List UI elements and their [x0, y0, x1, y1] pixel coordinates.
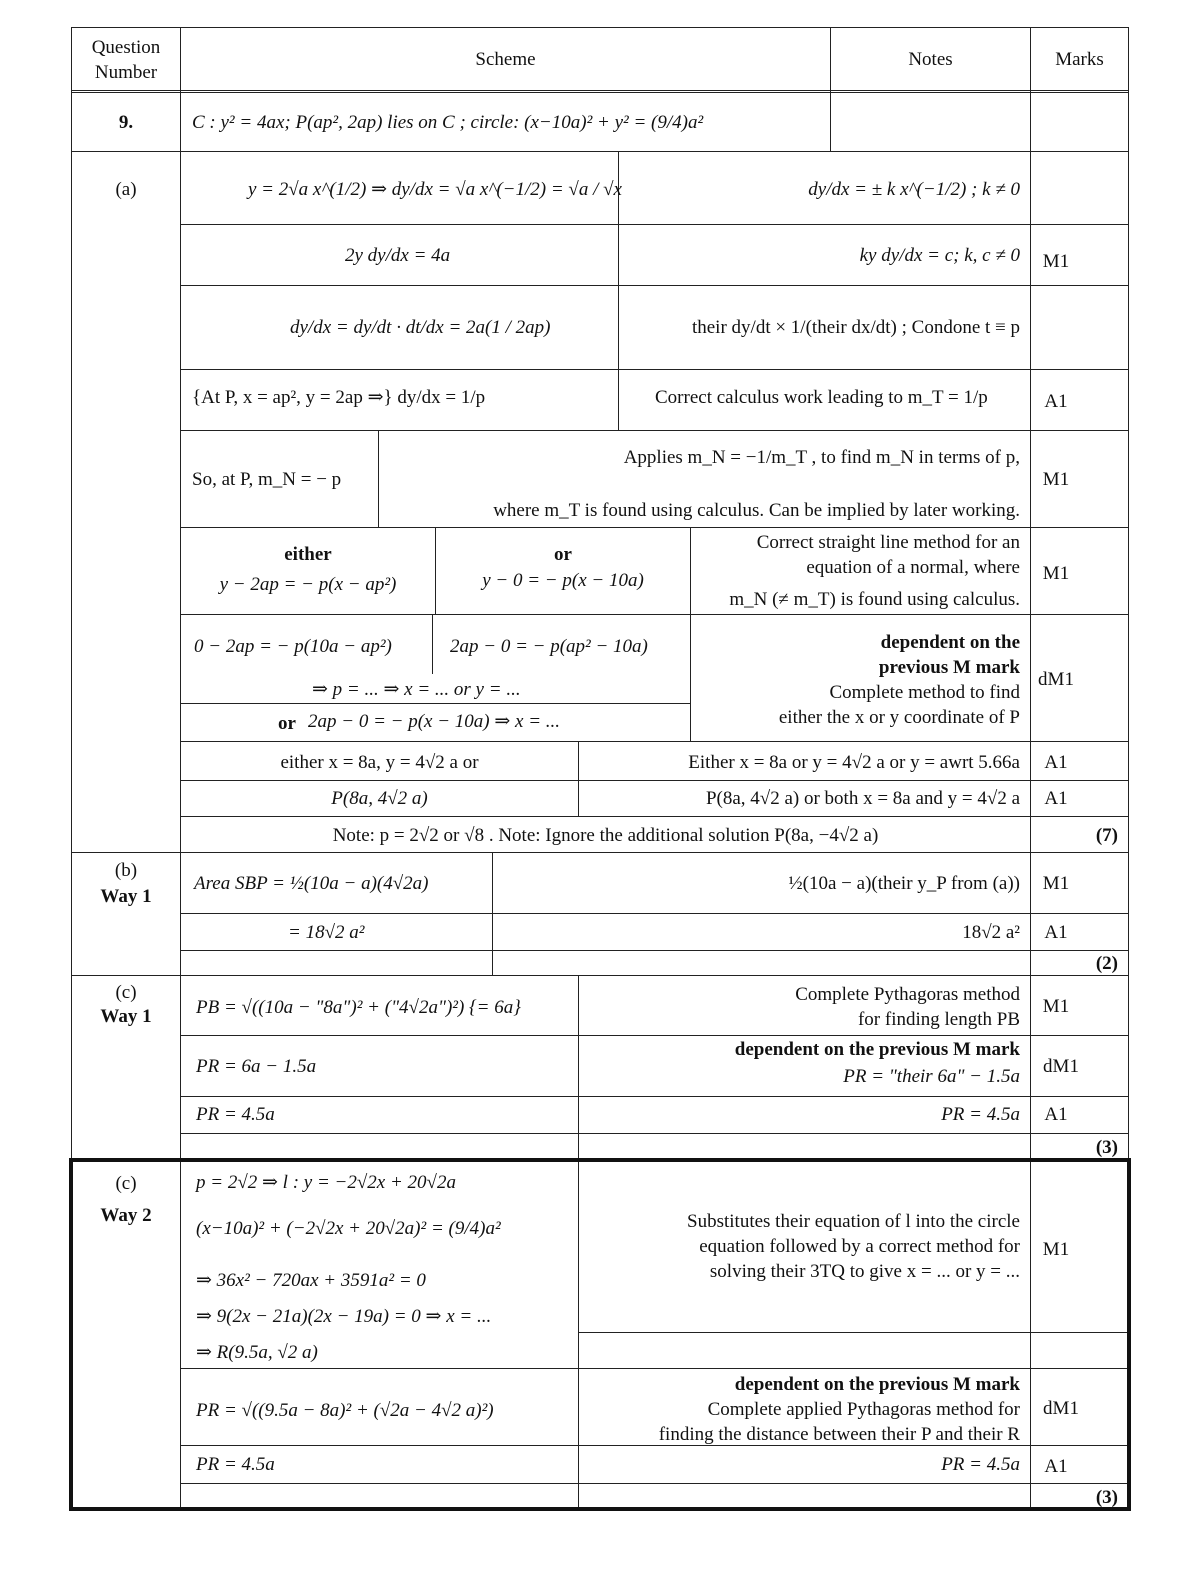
c1-r2-mark: dM1	[1043, 1056, 1079, 1077]
a-r9-mark: A1	[1044, 788, 1068, 809]
a-r3-scheme: dy/dx = dy/dt · dt/dx = 2a(1 / 2ap)	[290, 317, 551, 338]
a-r6-or: or	[554, 544, 572, 565]
a-note-row: Note: p = 2√2 or √8 . Note: Ignore the additional solution P(8a, −4√2 a)	[332, 825, 879, 846]
b-r1-note: ½(10a − a)(their y_P from (a))	[788, 873, 1020, 894]
header-question-number: Question Number	[91, 37, 161, 83]
c1-r1-mark: M1	[1042, 996, 1070, 1017]
a-r7-note-l1: dependent on the	[880, 632, 1020, 653]
c2-r3-mark: A1	[1044, 1456, 1068, 1477]
a-r7-eq1: 0 − 2ap = − p(10a − ap²)	[194, 636, 392, 657]
a-r3-note: their dy/dt × 1/(their dx/dt) ; Condone t ≡ p	[691, 317, 1020, 338]
c2-r1-note-l1: Substitutes their equation of l into the circle	[687, 1211, 1020, 1232]
a-r2-note: ky dy/dx = c; k, c ≠ 0	[859, 245, 1020, 266]
a-r2-mark: M1	[1042, 251, 1070, 272]
a-r9-scheme: P(8a, 4√2 a)	[331, 788, 428, 809]
c2-step-3: ⇒ 36x² − 720ax + 3591a² = 0	[196, 1270, 426, 1291]
c1-r1-note-l1: Complete Pythagoras method	[795, 984, 1020, 1005]
part-b-way: Way 1	[100, 886, 152, 907]
a-r7-note-l3: Complete method to find	[829, 682, 1020, 703]
a-r8-scheme: either x = 8a, y = 4√2 a or	[280, 752, 479, 773]
a-r7-eq2: 2ap − 0 = − p(ap² − 10a)	[450, 636, 648, 657]
header-marks: Marks	[1055, 49, 1104, 70]
part-a-label: (a)	[115, 179, 137, 200]
b-total: (2)	[1095, 953, 1118, 974]
question-given: C : y² = 4ax; P(ap², 2ap) lies on C ; circle: (x−10a)² + y² = (9/4)a²	[192, 112, 704, 133]
a-r5-scheme: So, at P, m_N = − p	[192, 469, 342, 490]
c2-r1-mark: M1	[1042, 1239, 1070, 1260]
a-r4-scheme: {At P, x = ap², y = 2ap ⇒} dy/dx = 1/p	[192, 387, 486, 408]
a-r6-note-l3: m_N (≠ m_T) is found using calculus.	[729, 589, 1020, 610]
c2-r3-scheme: PR = 4.5a	[196, 1454, 275, 1475]
c2-step-5: ⇒ R(9.5a, √2 a)	[196, 1342, 318, 1363]
a-r7-or: or	[278, 713, 296, 734]
question-number: 9.	[118, 112, 134, 133]
a-r6-mark: M1	[1042, 563, 1070, 584]
a-r6-either-eq: y − 2ap = − p(x − ap²)	[219, 574, 397, 595]
a-r2-scheme: 2y dy/dx = 4a	[345, 245, 451, 266]
header-notes: Notes	[908, 49, 953, 70]
a-r7-mark: dM1	[1038, 669, 1074, 690]
part-c2-label: (c)	[115, 1173, 137, 1194]
a-r7-eq4: 2ap − 0 = − p(x − 10a) ⇒ x = ...	[308, 711, 561, 732]
a-r6-note-l2: equation of a normal, where	[806, 557, 1020, 578]
c2-r1-note-l3: solving their 3TQ to give x = ... or y = ...	[709, 1261, 1020, 1282]
c2-step-4: ⇒ 9(2x − 21a)(2x − 19a) = 0 ⇒ x = ...	[196, 1306, 492, 1327]
b-r2-note: 18√2 a²	[962, 922, 1020, 943]
c2-r1-note-l2: equation followed by a correct method for	[699, 1236, 1020, 1257]
c2-step-1: p = 2√2 ⇒ l : y = −2√2x + 20√2a	[196, 1172, 456, 1193]
part-c1-way: Way 1	[100, 1006, 152, 1027]
b-r1-mark: M1	[1042, 873, 1070, 894]
a-r7-note-l2: previous M mark	[878, 657, 1020, 678]
a-r8-note: Either x = 8a or y = 4√2 a or y = awrt 5.66a	[688, 752, 1020, 773]
a-r6-either: either	[284, 544, 332, 565]
a-r6-note-l1: Correct straight line method for an	[756, 532, 1020, 553]
c1-r2-note-l2: PR = "their 6a" − 1.5a	[843, 1066, 1020, 1087]
c2-r2-note-l3: finding the distance between their P and their R	[658, 1424, 1020, 1445]
c2-total: (3)	[1095, 1487, 1118, 1508]
b-r2-mark: A1	[1044, 922, 1068, 943]
c2-r2-scheme: PR = √((9.5a − 8a)² + (√2a − 4√2 a)²)	[196, 1400, 494, 1421]
a-r5-note-l2: where m_T is found using calculus. Can be implied by later working.	[493, 500, 1020, 521]
a-r6-or-eq: y − 0 = − p(x − 10a)	[482, 570, 644, 591]
a-r5-mark: M1	[1042, 469, 1070, 490]
a-r1-scheme: y = 2√a x^(1/2) ⇒ dy/dx = √a x^(−1/2) = √a / √x	[248, 179, 622, 200]
a-r7-note-l4: either the x or y coordinate of P	[778, 707, 1020, 728]
a-total: (7)	[1095, 825, 1118, 846]
c2-r2-note-l1: dependent on the previous M mark	[734, 1374, 1020, 1395]
c1-r1-note-l2: for finding length PB	[857, 1009, 1020, 1030]
c2-step-2: (x−10a)² + (−2√2x + 20√2a)² = (9/4)a²	[196, 1218, 501, 1239]
c1-r2-note-l1: dependent on the previous M mark	[734, 1039, 1020, 1060]
a-r4-mark: A1	[1044, 391, 1068, 412]
part-c2-way: Way 2	[100, 1205, 152, 1226]
c2-r3-note: PR = 4.5a	[941, 1454, 1020, 1475]
a-r8-mark: A1	[1044, 752, 1068, 773]
c1-total: (3)	[1095, 1137, 1118, 1158]
header-scheme: Scheme	[475, 49, 536, 70]
a-r4-note: Correct calculus work leading to m_T = 1/p	[655, 387, 988, 408]
c1-r3-note: PR = 4.5a	[941, 1104, 1020, 1125]
part-b-label: (b)	[114, 860, 138, 881]
a-r1-note: dy/dx = ± k x^(−1/2) ; k ≠ 0	[808, 179, 1020, 200]
b-r1-scheme: Area SBP = ½(10a − a)(4√2a)	[194, 873, 429, 894]
a-r5-note-l1: Applies m_N = −1/m_T , to find m_N in terms of p,	[623, 447, 1020, 468]
c1-r2-scheme: PR = 6a − 1.5a	[196, 1056, 317, 1077]
a-r9-note: P(8a, 4√2 a) or both x = 8a and y = 4√2 a	[705, 788, 1020, 809]
b-r2-scheme: = 18√2 a²	[288, 922, 365, 943]
a-r7-eq3: ⇒ p = ... ⇒ x = ... or y = ...	[312, 679, 521, 700]
c2-r2-mark: dM1	[1043, 1398, 1079, 1419]
c1-r3-scheme: PR = 4.5a	[196, 1104, 275, 1125]
part-c1-label: (c)	[115, 982, 137, 1003]
c1-r3-mark: A1	[1044, 1104, 1068, 1125]
c1-r1-scheme: PB = √((10a − "8a")² + ("4√2a")²) {= 6a}	[196, 997, 521, 1018]
c2-r2-note-l2: Complete applied Pythagoras method for	[707, 1399, 1020, 1420]
